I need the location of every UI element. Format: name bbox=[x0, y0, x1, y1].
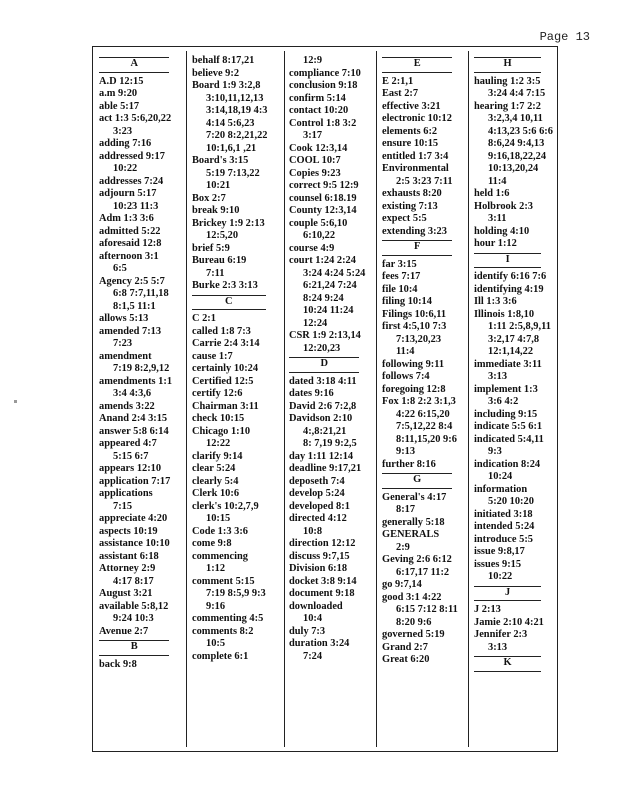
section-letter-header: A bbox=[99, 57, 169, 73]
index-entry-continuation: 6:5 bbox=[113, 263, 127, 274]
index-entry: existing 7:13 bbox=[382, 200, 438, 212]
index-entry-continuation: 9:16,18,22,24 bbox=[488, 150, 547, 162]
index-entry: aspects 10:19 bbox=[99, 525, 158, 537]
index-entry: addresses 7:24 bbox=[99, 175, 164, 187]
index-entry: first 4:5,10 7:3 bbox=[382, 321, 447, 332]
index-entry: filing 10:14 bbox=[382, 296, 432, 307]
index-entry: indicated 5:4,11 bbox=[474, 433, 544, 445]
index-entry: August 3:21 bbox=[99, 588, 153, 599]
index-entry-continuation: 7:23 bbox=[113, 338, 133, 349]
index-entry: directed 4:12 bbox=[289, 513, 347, 524]
index-entry: generally 5:18 bbox=[382, 516, 445, 528]
index-entry: Environmental bbox=[382, 163, 449, 174]
index-entry: confirm 5:14 bbox=[289, 92, 346, 104]
index-entry-continuation: 7:24 bbox=[303, 650, 323, 662]
index-entry: admitted 5:22 bbox=[99, 225, 161, 237]
index-entry-continuation: 10:13,20,24 bbox=[488, 163, 539, 174]
index-entry: Code 1:3 3:6 bbox=[192, 525, 248, 537]
index-entry: intended 5:24 bbox=[474, 521, 535, 532]
column-divider bbox=[284, 51, 285, 747]
index-entry-continuation: 11:4 bbox=[488, 175, 507, 187]
index-entry: cause 1:7 bbox=[192, 350, 233, 362]
index-entry: Board 1:9 3:2,8 bbox=[192, 80, 261, 91]
section-letter-header: E bbox=[382, 57, 452, 73]
index-entry-continuation: 4:14 5:6,23 bbox=[206, 117, 255, 129]
index-entry-continuation: 3:4 4:3,6 bbox=[113, 388, 152, 399]
index-entry-continuation: 8:20 9:6 bbox=[396, 616, 432, 628]
index-entry-continuation: 10:22 bbox=[113, 163, 138, 174]
index-entry: implement 1:3 bbox=[474, 383, 538, 395]
section-letter-header: I bbox=[474, 253, 541, 269]
index-entry: Jamie 2:10 4:21 bbox=[474, 616, 544, 628]
index-entry-continuation: 7:19 8:2,9,12 bbox=[113, 363, 170, 374]
index-entry-continuation: 7:11 bbox=[206, 267, 225, 279]
index-entry-continuation: 7:5,12,22 8:4 bbox=[396, 421, 453, 432]
index-entry: correct 9:5 12:9 bbox=[289, 180, 359, 191]
index-entry: Carrie 2:4 3:14 bbox=[192, 338, 260, 349]
index-entry: duly 7:3 bbox=[289, 625, 326, 637]
index-entry-continuation: 12:24 bbox=[303, 317, 328, 329]
index-entry-continuation: 10:8 bbox=[303, 525, 323, 537]
index-entry-continuation: 8:24 9:24 bbox=[303, 292, 344, 304]
index-entry: clearly 5:4 bbox=[192, 475, 239, 487]
index-entry: brief 5:9 bbox=[192, 242, 230, 254]
index-entry-continuation: 8:17 bbox=[396, 504, 416, 515]
section-letter-header: K bbox=[474, 656, 541, 672]
index-entry: good 3:1 4:22 bbox=[382, 591, 442, 603]
index-entry: Attorney 2:9 bbox=[99, 563, 156, 574]
index-entry-continuation: 3:13 bbox=[488, 371, 508, 382]
section-letter-header: G bbox=[382, 473, 452, 489]
index-entry: amendments 1:1 bbox=[99, 375, 173, 387]
index-entry: comments 8:2 bbox=[192, 625, 254, 637]
index-entry: document 9:18 bbox=[289, 588, 355, 599]
index-entry: issues 9:15 bbox=[474, 558, 522, 570]
index-entry-continuation: 9:3 bbox=[488, 446, 502, 457]
index-entry: deadline 9:17,21 bbox=[289, 463, 362, 474]
index-entry: a.m 9:20 bbox=[99, 88, 138, 99]
index-entry-continuation: 10:22 bbox=[488, 571, 513, 582]
index-entry: addressed 9:17 bbox=[99, 150, 165, 162]
index-entry: including 9:15 bbox=[474, 408, 538, 420]
index-entry-continuation: 10:15 bbox=[206, 513, 231, 524]
column-divider bbox=[186, 51, 187, 747]
index-column-3 bbox=[289, 55, 377, 663]
index-entry: C 2:1 bbox=[192, 313, 216, 324]
index-entry: available 5:8,12 bbox=[99, 600, 169, 612]
index-entry: come 9:8 bbox=[192, 538, 232, 549]
index-entry-continuation: 3:6 4:2 bbox=[488, 396, 519, 407]
index-entry: back 9:8 bbox=[99, 658, 137, 670]
index-entry: behalf 8:17,21 bbox=[192, 55, 255, 66]
index-entry-continuation: 9:16 bbox=[206, 600, 226, 612]
index-entry-continuation: 10:24 11:24 bbox=[303, 305, 354, 316]
index-entry: identify 6:16 7:6 bbox=[474, 271, 547, 282]
index-entry-continuation: 8:1,5 11:1 bbox=[113, 300, 156, 312]
index-entry: commencing bbox=[192, 550, 248, 562]
index-entry: adding 7:16 bbox=[99, 138, 152, 149]
index-entry: Chairman 3:11 bbox=[192, 400, 259, 412]
scan-mark bbox=[14, 400, 17, 403]
index-entry-continuation: 3:13 bbox=[488, 641, 508, 653]
section-letter-header: H bbox=[474, 57, 541, 73]
index-entry-continuation: 3:24 4:4 7:15 bbox=[488, 88, 546, 99]
index-entry-continuation: 3:23 bbox=[113, 125, 133, 137]
index-entry: governed 5:19 bbox=[382, 629, 445, 640]
index-entry: Bureau 6:19 bbox=[192, 255, 247, 266]
index-entry: following 9:11 bbox=[382, 358, 445, 370]
index-entry: Cook 12:3,14 bbox=[289, 142, 348, 154]
index-entry: Geving 2:6 6:12 bbox=[382, 554, 452, 565]
index-entry: appeared 4:7 bbox=[99, 438, 157, 449]
index-entry: appears 12:10 bbox=[99, 463, 162, 474]
index-entry: COOL 10:7 bbox=[289, 155, 341, 166]
index-entry: follows 7:4 bbox=[382, 371, 430, 382]
column-divider bbox=[468, 51, 469, 747]
index-entry: direction 12:12 bbox=[289, 538, 356, 549]
index-entry: dated 3:18 4:11 bbox=[289, 375, 357, 387]
index-entry: hour 1:12 bbox=[474, 238, 517, 249]
index-entry-continuation: 12:5,20 bbox=[206, 230, 239, 241]
index-entry: aforesaid 12:8 bbox=[99, 238, 162, 249]
index-entry: court 1:24 2:24 bbox=[289, 255, 356, 266]
index-entry-continuation: 3:14,18,19 4:3 bbox=[206, 105, 268, 116]
index-entry-continuation: 10:1,6,1 ,21 bbox=[206, 142, 257, 154]
index-entry: ensure 10:15 bbox=[382, 138, 439, 149]
index-entry: expect 5:5 bbox=[382, 213, 427, 224]
index-entry: act 1:3 5:6,20,22 bbox=[99, 113, 172, 124]
index-entry-continuation: 10:23 11:3 bbox=[113, 200, 159, 212]
index-entry: amended 7:13 bbox=[99, 325, 162, 337]
index-entry: answer 5:8 6:14 bbox=[99, 425, 169, 437]
index-entry: exhausts 8:20 bbox=[382, 188, 442, 199]
index-entry: allows 5:13 bbox=[99, 313, 149, 324]
index-entry-continuation: 10:5 bbox=[206, 638, 226, 649]
index-entry-continuation: 11:4 bbox=[396, 346, 415, 357]
index-entry: able 5:17 bbox=[99, 100, 140, 112]
index-entry-continuation: 5:15 6:7 bbox=[113, 450, 149, 462]
index-entry: effective 3:21 bbox=[382, 100, 441, 112]
index-entry: couple 5:6,10 bbox=[289, 217, 348, 229]
index-entry: Clerk 10:6 bbox=[192, 488, 240, 499]
index-entry: General's 4:17 bbox=[382, 491, 447, 503]
index-entry: entitled 1:7 3:4 bbox=[382, 150, 449, 162]
index-entry: check 10:15 bbox=[192, 413, 245, 424]
index-entry-continuation: 12:9 bbox=[303, 55, 323, 66]
index-entry: hearing 1:7 2:2 bbox=[474, 100, 541, 112]
index-entry-continuation: 3:24 4:24 5:24 bbox=[303, 267, 366, 279]
index-entry-continuation: 8: 7,19 9:2,5 bbox=[303, 438, 357, 449]
index-column-2 bbox=[192, 55, 284, 663]
index-entry: application 7:17 bbox=[99, 475, 171, 487]
index-entry: Fox 1:8 2:2 3:1,3 bbox=[382, 396, 456, 407]
index-entry: develop 5:24 bbox=[289, 488, 345, 499]
section-letter-header: J bbox=[474, 586, 541, 602]
index-entry: Burke 2:3 3:13 bbox=[192, 280, 258, 291]
index-entry: elements 6:2 bbox=[382, 125, 438, 137]
index-entry: discuss 9:7,15 bbox=[289, 550, 350, 562]
index-entry: indicate 5:5 6:1 bbox=[474, 421, 543, 432]
index-entry-continuation: 8:11,15,20 9:6 bbox=[396, 433, 457, 445]
index-entry: complete 6:1 bbox=[192, 650, 249, 662]
index-entry: Holbrook 2:3 bbox=[474, 200, 533, 212]
index-entry: identifying 4:19 bbox=[474, 283, 544, 295]
index-entry: Chicago 1:10 bbox=[192, 425, 251, 437]
index-entry-continuation: 10:4 bbox=[303, 613, 323, 624]
index-entry-continuation: 10:24 bbox=[488, 471, 513, 482]
index-entry-continuation: 7:19 8:5,9 9:3 bbox=[206, 588, 266, 599]
index-entry: dates 9:16 bbox=[289, 388, 334, 399]
index-entry-continuation: 6:17,17 11:2 bbox=[396, 566, 450, 578]
index-entry: certify 12:6 bbox=[192, 388, 243, 399]
index-entry-continuation: 6:10,22 bbox=[303, 230, 336, 241]
index-entry-continuation: 12:22 bbox=[206, 438, 231, 449]
index-entry: break 9:10 bbox=[192, 205, 240, 216]
index-entry: clear 5:24 bbox=[192, 463, 236, 474]
index-column-4 bbox=[382, 55, 470, 667]
index-entry-continuation: 4:17 8:17 bbox=[113, 575, 154, 587]
index-entry: initiated 3:18 bbox=[474, 508, 533, 520]
index-entry: called 1:8 7:3 bbox=[192, 325, 251, 337]
index-entry: information bbox=[474, 483, 528, 495]
index-entry: extending 3:23 bbox=[382, 225, 447, 237]
index-entry-continuation: 1:12 bbox=[206, 563, 226, 574]
index-entry: further 8:16 bbox=[382, 458, 436, 470]
section-letter-header: C bbox=[192, 295, 266, 311]
index-entry: commenting 4:5 bbox=[192, 613, 264, 624]
index-entry: assistant 6:18 bbox=[99, 550, 159, 562]
index-entry: County 12:3,14 bbox=[289, 205, 357, 216]
index-entry: David 2:6 7:2,8 bbox=[289, 400, 357, 412]
index-entry: Certified 12:5 bbox=[192, 375, 254, 387]
index-entry: A.D 12:15 bbox=[99, 75, 144, 87]
index-entry-continuation: 8:6,24 9:4,13 bbox=[488, 138, 545, 149]
index-entry: afternoon 3:1 bbox=[99, 250, 159, 262]
index-entry: Illinois 1:8,10 bbox=[474, 308, 535, 320]
index-column-1 bbox=[99, 55, 187, 671]
index-entry: Division 6:18 bbox=[289, 563, 348, 574]
index-entry-continuation: 1:11 2:5,8,9,11 bbox=[488, 321, 551, 332]
index-entry: applications bbox=[99, 488, 153, 499]
index-entry: East 2:7 bbox=[382, 88, 419, 99]
index-entry: issue 9:8,17 bbox=[474, 546, 525, 557]
section-letter-header: B bbox=[99, 640, 169, 656]
index-entry: holding 4:10 bbox=[474, 225, 530, 237]
index-entry: hauling 1:2 3:5 bbox=[474, 75, 541, 87]
index-entry: Box 2:7 bbox=[192, 192, 226, 204]
index-entry: Agency 2:5 5:7 bbox=[99, 275, 165, 287]
index-entry: Control 1:8 3:2 bbox=[289, 117, 357, 129]
index-entry: Jennifer 2:3 bbox=[474, 629, 528, 640]
index-entry: Ill 1:3 3:6 bbox=[474, 296, 517, 307]
index-entry: file 10:4 bbox=[382, 283, 418, 295]
section-letter-header: F bbox=[382, 240, 452, 256]
index-entry: docket 3:8 9:14 bbox=[289, 575, 357, 587]
index-entry: deposeth 7:4 bbox=[289, 475, 345, 487]
index-entry: E 2:1,1 bbox=[382, 75, 414, 87]
section-letter-header: D bbox=[289, 357, 359, 373]
index-entry: clerk's 10:2,7,9 bbox=[192, 500, 259, 512]
index-entry-continuation: 3:17 bbox=[303, 130, 323, 141]
index-entry: Great 6:20 bbox=[382, 654, 430, 665]
index-entry: compliance 7:10 bbox=[289, 67, 361, 79]
index-entry: held 1:6 bbox=[474, 188, 510, 199]
index-entry: indication 8:24 bbox=[474, 458, 541, 470]
index-entry: Brickey 1:9 2:13 bbox=[192, 217, 265, 229]
index-entry: immediate 3:11 bbox=[474, 358, 542, 370]
index-entry: Davidson 2:10 bbox=[289, 413, 353, 424]
index-entry-continuation: 2:9 bbox=[396, 541, 410, 553]
index-entry-continuation: 5:19 7:13,22 bbox=[206, 167, 260, 179]
index-entry-continuation: 6:8 7:7,11,18 bbox=[113, 288, 169, 299]
column-divider bbox=[376, 51, 377, 747]
index-entry-continuation: 6:21,24 7:24 bbox=[303, 280, 357, 291]
index-entry: electronic 10:12 bbox=[382, 113, 452, 124]
index-entry: day 1:11 12:14 bbox=[289, 450, 354, 462]
index-entry: GENERALS bbox=[382, 529, 440, 540]
index-column-5 bbox=[474, 55, 558, 675]
index-entry: introduce 5:5 bbox=[474, 533, 533, 545]
index-entry-continuation: 6:15 7:12 8:11 bbox=[396, 604, 458, 615]
index-entry: Avenue 2:7 bbox=[99, 625, 149, 637]
index-entry: comment 5:15 bbox=[192, 575, 255, 587]
index-frame bbox=[92, 46, 558, 752]
index-entry: conclusion 9:18 bbox=[289, 80, 358, 91]
index-entry-continuation: 4:,8:21,21 bbox=[303, 425, 347, 437]
index-entry: adjourn 5:17 bbox=[99, 188, 157, 199]
index-entry: duration 3:24 bbox=[289, 638, 350, 649]
index-entry: Board's 3:15 bbox=[192, 155, 249, 166]
index-entry-continuation: 9:13 bbox=[396, 446, 416, 457]
index-entry: foregoing 12:8 bbox=[382, 383, 446, 395]
index-entry: Grand 2:7 bbox=[382, 641, 428, 653]
index-entry-continuation: 12:1,14,22 bbox=[488, 346, 534, 357]
index-entry: downloaded bbox=[289, 600, 343, 612]
index-entry: Copies 9:23 bbox=[289, 167, 341, 179]
index-entry: J 2:13 bbox=[474, 604, 501, 615]
index-entry-continuation: 3:11 bbox=[488, 213, 507, 224]
index-entry: go 9:7,14 bbox=[382, 579, 422, 590]
index-entry: developed 8:1 bbox=[289, 500, 350, 512]
index-entry-continuation: 10:21 bbox=[206, 180, 231, 191]
index-entry-continuation: 5:20 10:20 bbox=[488, 496, 534, 507]
index-entry: CSR 1:9 2:13,14 bbox=[289, 330, 361, 341]
index-entry-continuation: 2:5 3:23 7:11 bbox=[396, 175, 453, 187]
index-entry: Filings 10:6,11 bbox=[382, 308, 447, 320]
index-entry-continuation: 9:24 10:3 bbox=[113, 613, 154, 624]
index-entry: fees 7:17 bbox=[382, 271, 421, 282]
index-entry-continuation: 4:13,23 5:6 6:6 bbox=[488, 125, 553, 137]
index-entry: contact 10:20 bbox=[289, 105, 349, 116]
index-entry: clarify 9:14 bbox=[192, 450, 243, 462]
index-entry-continuation: 3:2,3,4 10,11 bbox=[488, 113, 543, 124]
index-entry: Anand 2:4 3:15 bbox=[99, 413, 168, 424]
index-entry-continuation: 3:2,17 4:7,8 bbox=[488, 333, 540, 345]
index-entry: course 4:9 bbox=[289, 242, 335, 254]
index-entry: counsel 6:18.19 bbox=[289, 192, 357, 204]
index-entry-continuation: 3:10,11,12,13 bbox=[206, 92, 264, 104]
index-entry-continuation: 7:20 8:2,21,22 bbox=[206, 130, 268, 141]
index-entry: appreciate 4:20 bbox=[99, 513, 168, 524]
index-entry: amendment bbox=[99, 350, 152, 362]
index-entry: certainly 10:24 bbox=[192, 363, 259, 374]
index-entry: amends 3:22 bbox=[99, 400, 155, 412]
page-number: Page 13 bbox=[539, 30, 590, 44]
index-entry: Adm 1:3 3:6 bbox=[99, 213, 154, 224]
index-entry-continuation: 7:13,20,23 bbox=[396, 333, 442, 345]
index-entry: far 3:15 bbox=[382, 258, 417, 270]
index-entry: believe 9:2 bbox=[192, 67, 240, 79]
index-entry-continuation: 7:15 bbox=[113, 500, 133, 512]
index-entry-continuation: 12:20,23 bbox=[303, 342, 341, 354]
index-entry: assistance 10:10 bbox=[99, 538, 170, 549]
index-entry-continuation: 4:22 6:15,20 bbox=[396, 408, 450, 420]
